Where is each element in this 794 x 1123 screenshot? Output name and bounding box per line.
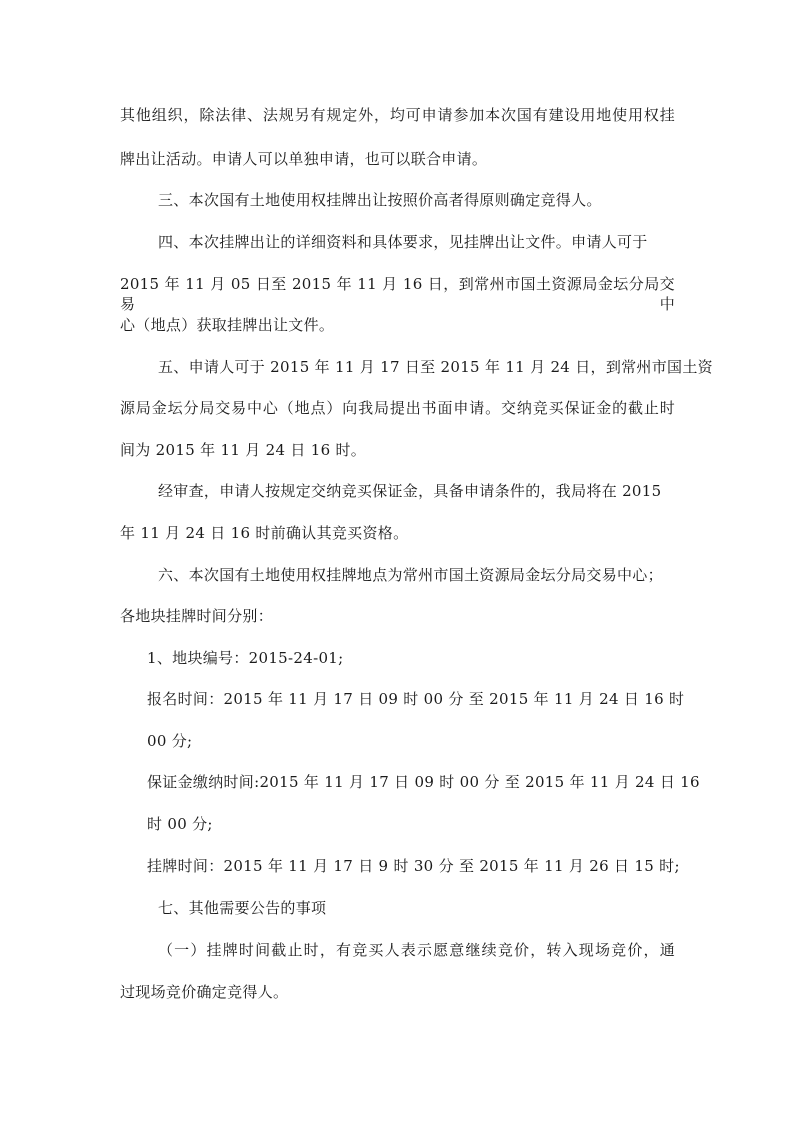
paragraph-line: 源局金坛分局交易中心（地点）向我局提出书面申请。交纳竞买保证金的截止时	[120, 399, 675, 417]
paragraph-line: 过现场竞价确定竞得人。	[120, 983, 289, 1001]
list-item: 挂牌时间：2015 年 11 月 17 日 9 时 30 分 至 2015 年 11 月 26 日 15 时;	[147, 857, 680, 875]
paragraph-line: （一）挂牌时间截止时，有竞买人表示愿意继续竞价，转入现场竞价，通	[158, 941, 675, 959]
paragraph-line: 三、本次国有土地使用权挂牌出让按照价高者得原则确定竞得人。	[158, 191, 602, 209]
section-heading: 七、其他需要公告的事项	[158, 899, 327, 917]
paragraph-line: 2015 年 11 月 05 日至 2015 年 11 月 16 日，到常州市国土资源局金坛分局交易中	[120, 275, 675, 313]
paragraph-line: 其他组织，除法律、法规另有规定外，均可申请参加本次国有建设用地使用权挂	[120, 106, 675, 124]
list-item: 00 分;	[147, 732, 193, 750]
list-item: 保证金缴纳时间:2015 年 11 月 17 日 09 时 00 分 至 2015 年 11 月 24 日 16	[147, 773, 700, 791]
paragraph-line: 心（地点）获取挂牌出让文件。	[120, 316, 335, 334]
paragraph-line: 五、申请人可于 2015 年 11 月 17 日至 2015 年 11 月 24 日，到常州市国土资	[158, 358, 713, 376]
paragraph-line: 年 11 月 24 日 16 时前确认其竞买资格。	[120, 524, 409, 542]
paragraph-line: 各地块挂牌时间分别：	[120, 607, 274, 625]
paragraph-line: 四、本次挂牌出让的详细资料和具体要求，见挂牌出让文件。申请人可于	[158, 233, 648, 251]
paragraph-line: 六、本次国有土地使用权挂牌地点为常州市国土资源局金坛分局交易中心；	[158, 566, 663, 584]
paragraph-line: 经审查，申请人按规定交纳竞买保证金，具备申请条件的，我局将在 2015	[158, 482, 662, 500]
paragraph-line: 牌出让活动。申请人可以单独申请，也可以联合申请。	[120, 150, 488, 168]
list-item: 时 00 分;	[147, 815, 213, 833]
list-item: 1、地块编号：2015-24-01;	[147, 649, 344, 667]
list-item: 报名时间：2015 年 11 月 17 日 09 时 00 分 至 2015 年 11 月 24 日 16 时	[147, 690, 685, 708]
paragraph-line: 间为 2015 年 11 月 24 日 16 时。	[120, 441, 367, 459]
